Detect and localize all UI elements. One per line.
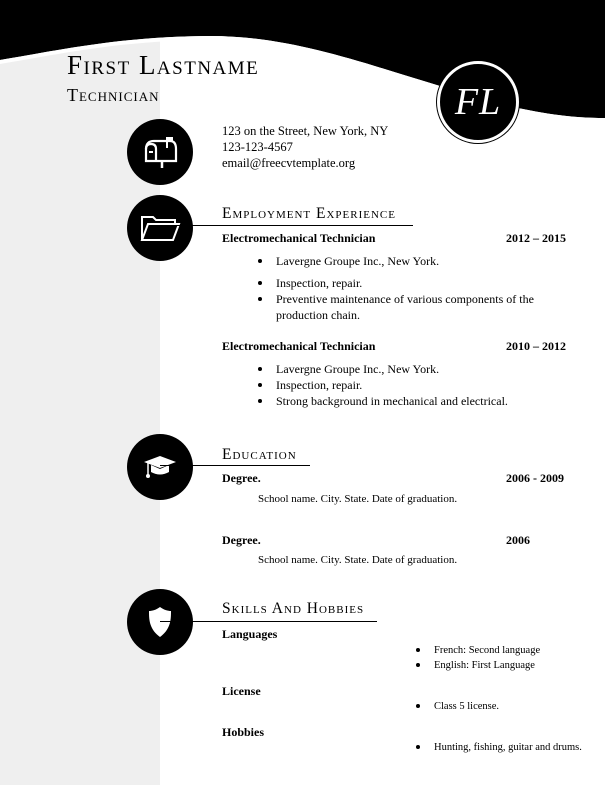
hobbies-list — [416, 740, 582, 755]
employment-heading: Employment Experience — [222, 205, 396, 222]
monogram-badge: FL — [437, 61, 519, 143]
job-2-dates: 2010 – 2012 — [506, 339, 566, 353]
skills-heading: Skills And Hobbies — [222, 600, 365, 617]
job-1-bullet-continuation: production chain. — [276, 308, 360, 322]
candidate-role: Technician — [67, 85, 160, 105]
degree-1-description: School name. City. State. Date of graduation. — [258, 493, 458, 505]
list-item: Strong background in mechanical and electrical. — [256, 393, 508, 409]
skills-rule — [160, 621, 377, 622]
education-rule — [160, 465, 310, 466]
employment-rule — [160, 225, 413, 226]
contact-block — [222, 123, 388, 171]
list-item: Inspection, repair. — [256, 275, 534, 291]
job-2-position: Electromechanical Technician — [222, 339, 376, 353]
mailbox-icon — [140, 135, 180, 169]
skills-icon-circle — [127, 589, 193, 655]
degree-2-dates: 2006 — [506, 533, 530, 547]
list-item: Hunting, fishing, guitar and drums. — [416, 740, 582, 755]
job-1-dates: 2012 – 2015 — [506, 231, 566, 245]
graduation-cap-icon — [140, 451, 180, 483]
candidate-name: First Lastname — [67, 50, 260, 80]
list-item: Preventive maintenance of various components of the — [256, 291, 534, 307]
list-item: Class 5 license. — [416, 699, 499, 714]
contact-address: 123 on the Street, New York, NY — [222, 124, 389, 138]
job-1-bullets — [256, 253, 534, 307]
shield-icon — [146, 605, 174, 639]
list-item: Lavergne Groupe Inc., New York. — [256, 253, 534, 269]
contact-email: email@freecvtemplate.org — [222, 156, 356, 170]
degree-1-title: Degree. — [222, 471, 261, 485]
list-item: Lavergne Groupe Inc., New York. — [256, 361, 508, 377]
folder-icon — [139, 213, 181, 243]
list-item: Inspection, repair. — [256, 377, 508, 393]
job-1-position: Electromechanical Technician — [222, 231, 376, 245]
contact-icon-circle — [127, 119, 193, 185]
list-item: French: Second language — [416, 643, 540, 658]
languages-list — [416, 643, 540, 673]
skills-group-languages: Languages — [222, 627, 278, 641]
degree-1-dates: 2006 - 2009 — [506, 471, 564, 485]
job-2-bullets — [256, 361, 508, 409]
employment-icon-circle — [127, 195, 193, 261]
education-heading: Education — [222, 446, 297, 463]
education-icon-circle — [127, 434, 193, 500]
skills-group-license: License — [222, 684, 261, 698]
skills-group-hobbies: Hobbies — [222, 725, 265, 739]
degree-2-title: Degree. — [222, 533, 261, 547]
contact-phone: 123-123-4567 — [222, 140, 293, 154]
license-list — [416, 699, 499, 714]
list-item: English: First Language — [416, 658, 540, 673]
degree-2-description: School name. City. State. Date of graduation. — [258, 554, 458, 566]
